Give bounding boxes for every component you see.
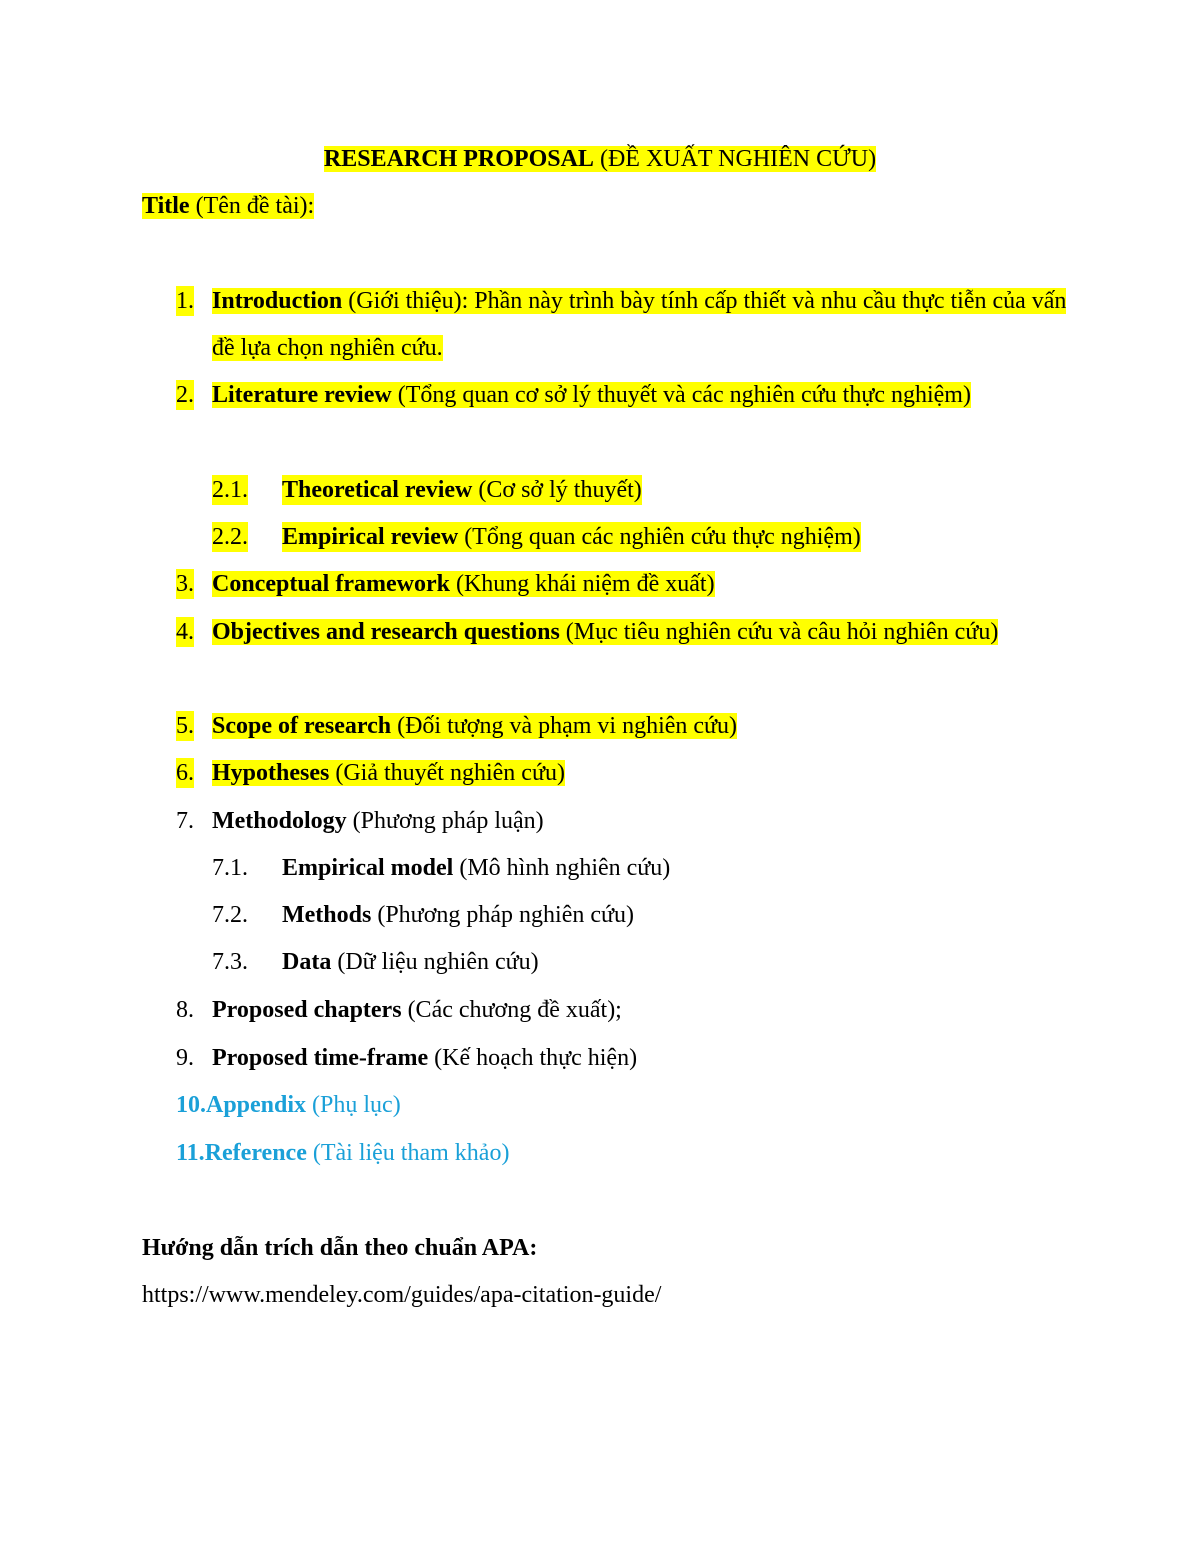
list-number: 2.1. [212, 477, 248, 503]
item-rest: (Khung khái niệm đề xuất) [449, 571, 715, 597]
item-bold: Theoretical review [282, 477, 473, 503]
list-item-text [212, 758, 1072, 788]
item-bold: Introduction [212, 288, 343, 314]
list-item-text [212, 609, 1072, 656]
item-bold: Empirical review [282, 524, 459, 550]
list-item-text [212, 569, 1072, 599]
item-rest: (Phương pháp luận) [346, 808, 544, 834]
item-bold: Hypotheses [212, 760, 330, 786]
item-rest: (Kế hoạch thực hiện) [428, 1045, 638, 1071]
list-item-text [212, 278, 1072, 372]
page-title [0, 144, 1200, 174]
list-number: 9. [176, 1045, 194, 1071]
citation-guide-heading-text: Hướng dẫn trích dẫn theo chuẩn APA: [142, 1235, 538, 1261]
item-bold: Methodology [212, 808, 347, 834]
list-number: 11. [176, 1140, 205, 1166]
title-bold: RESEARCH PROPOSAL [323, 146, 594, 172]
doc-title-field [142, 191, 314, 221]
item-bold: Literature review [212, 382, 392, 408]
title-rest: (ĐỀ XUẤT NGHIÊN CỨU) [593, 146, 877, 172]
list-number: 8. [176, 997, 194, 1023]
item-bold: Data [282, 949, 332, 975]
list-number: 2.2. [212, 524, 248, 550]
item-bold: Objectives and research questions [212, 619, 560, 645]
item-rest: (Mục tiêu nghiên cứu và câu hỏi nghiên cứu) [559, 619, 999, 645]
item-rest: (Dữ liệu nghiên cứu) [331, 949, 539, 975]
item-rest: (Các chương đề xuất); [401, 997, 622, 1023]
item-bold: Scope of research [212, 713, 392, 739]
doc-title-label: Title [142, 193, 190, 219]
list-number: 7. [176, 808, 194, 834]
item-rest: (Mô hình nghiên cứu) [453, 855, 671, 881]
list-number: 4. [176, 619, 194, 645]
item-bold: Empirical model [282, 855, 454, 881]
item-rest: (Giới thiệu): Phần này trình bày tính cấp thiết và nhu cầu thực tiễn của vấn đề lựa chọn nghiên cứu. [212, 288, 1067, 361]
citation-guide-heading [142, 1233, 537, 1263]
list-item-text [212, 372, 1002, 419]
item-rest: (Tổng quan cơ sở lý thuyết và các nghiên cứu thực nghiệm) [391, 382, 971, 408]
list-number: 7.3. [212, 949, 248, 975]
list-number: 1. [176, 288, 194, 314]
list-item-reference [176, 1138, 509, 1168]
list-number: 2. [176, 382, 194, 408]
item-bold: Methods [282, 902, 372, 928]
list-number: 6. [176, 760, 194, 786]
list-item-text [212, 806, 1072, 836]
list-number: 7.1. [212, 855, 248, 881]
item-rest: (Phương pháp nghiên cứu) [371, 902, 635, 928]
list-number: 10. [176, 1092, 206, 1118]
item-bold: Proposed time-frame [212, 1045, 429, 1071]
item-rest: (Cơ sở lý thuyết) [472, 477, 642, 503]
item-rest: (Phụ lục) [306, 1092, 401, 1118]
item-bold: Reference [204, 1140, 307, 1166]
item-rest: (Đối tượng và phạm vi nghiên cứu) [391, 713, 738, 739]
item-bold: Proposed chapters [212, 997, 402, 1023]
doc-title-rest: (Tên đề tài): [189, 193, 315, 219]
list-item-text [212, 711, 1072, 741]
item-rest: (Giả thuyết nghiên cứu) [329, 760, 565, 786]
item-bold: Appendix [206, 1092, 307, 1118]
list-number: 3. [176, 571, 194, 597]
list-number: 5. [176, 713, 194, 739]
item-bold: Conceptual framework [212, 571, 450, 597]
list-item-text [212, 1043, 1072, 1073]
item-rest: (Tài liệu tham khảo) [306, 1140, 510, 1166]
list-item-appendix [176, 1090, 401, 1120]
list-number: 7.2. [212, 902, 248, 928]
list-item-text [212, 995, 1072, 1025]
item-rest: (Tổng quan các nghiên cứu thực nghiệm) [458, 524, 861, 550]
citation-guide-link[interactable]: https://www.mendeley.com/guides/apa-citation-guide/ [142, 1282, 662, 1308]
